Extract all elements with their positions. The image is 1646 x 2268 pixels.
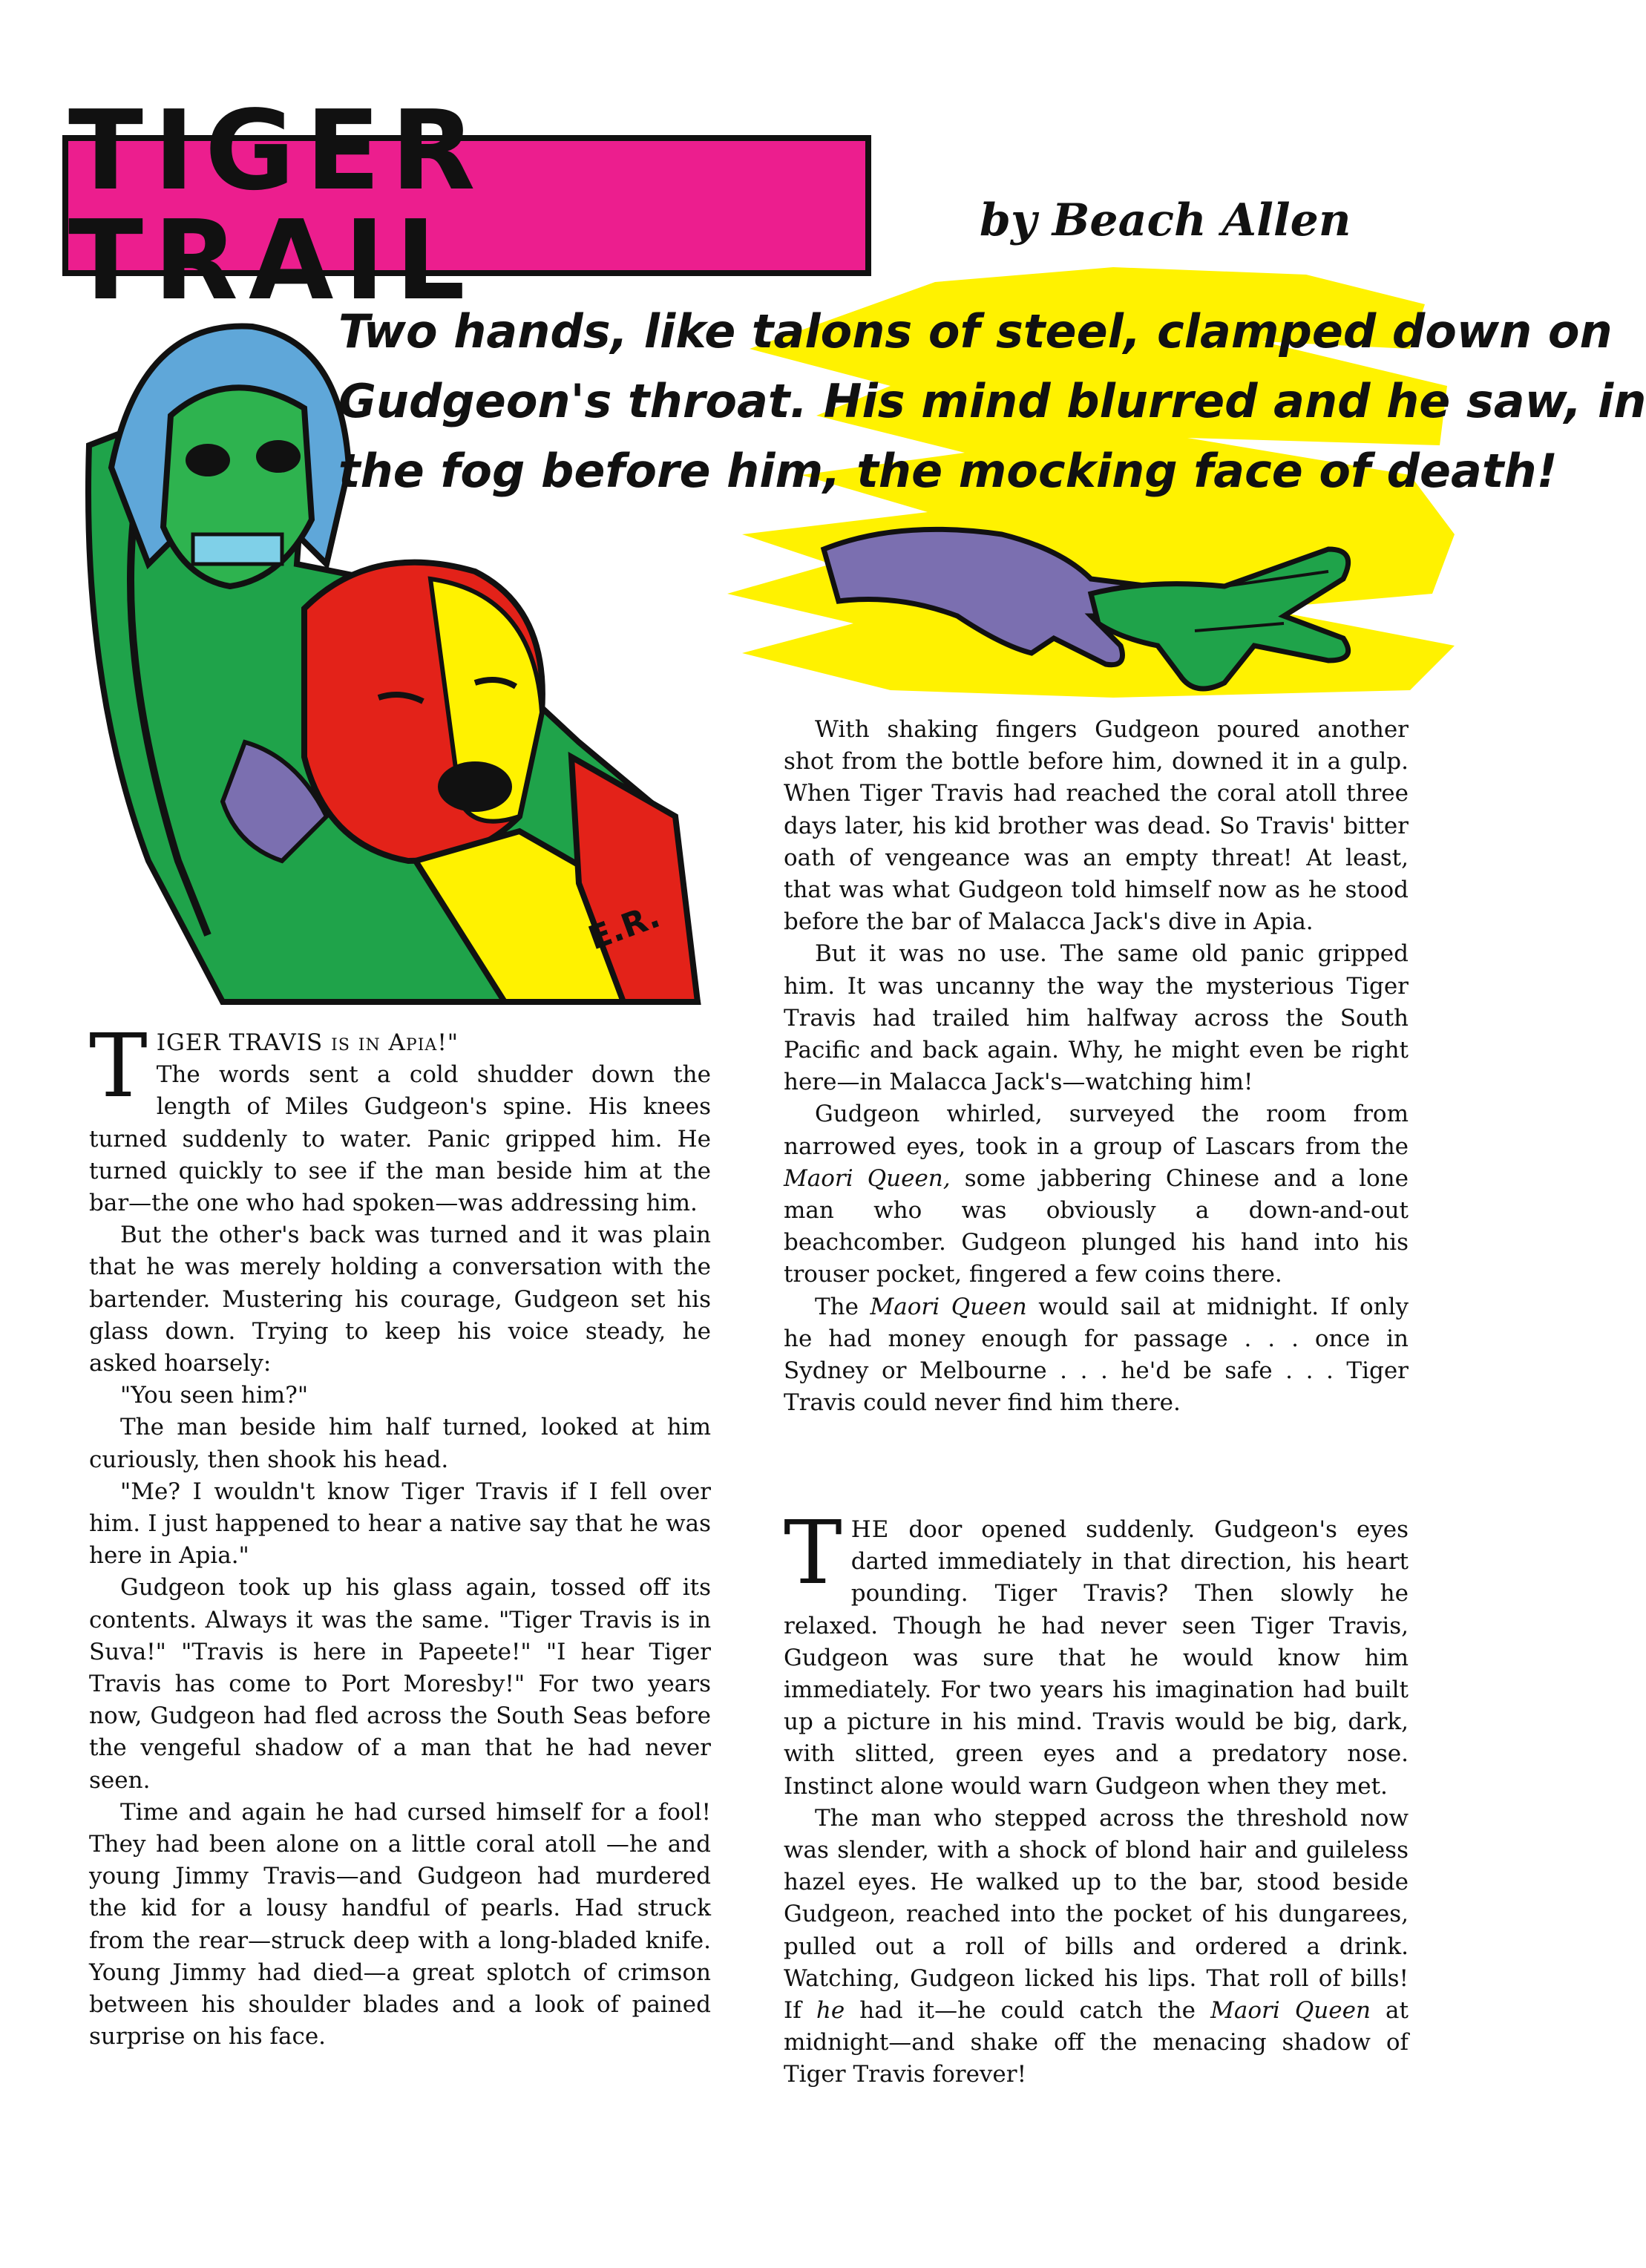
byline: by Beach Allen <box>980 194 1351 246</box>
ship-name: Maori Queen <box>1210 1997 1371 2025</box>
drop-cap: T <box>89 1015 148 1117</box>
grasping-hands-illustration <box>809 505 1373 712</box>
deck-line: Two hands, like talons of steel, clamped down on <box>338 304 1613 358</box>
paragraph: But the other's back was turned and it was plain that he was merely holding a conversation with the bartender. Mustering his courage, Gudgeon set his glass down. Trying to keep his voice steady, he asked hoarsely: <box>89 1222 711 1377</box>
ship-name: Maori Queen <box>870 1293 1027 1320</box>
paragraph: Time and again he had cursed himself for a fool! They had been alone on a little coral atoll —he and young Jimmy Travis—and Gudgeon had murdered the kid for a lousy handful of pearls. Had struck from the rear—struck deep with a long-bladed knife. Young Jimmy had died—a great splotch of crimson between his shoulder blades and a look of pained surprise on his face. <box>89 1798 711 2051</box>
paragraph: With shaking fingers Gudgeon poured another shot from the bottle before him, downed it in a gulp. When Tiger Travis had reached the coral atoll three days later, his kid brother was dead. So Travis' bitter oath of vengeance was an empty threat! At least, that was what Gudgeon told himself now as he stood before the bar of Malacca Jack's dive in Apia. <box>784 716 1409 936</box>
deck <box>338 297 1646 506</box>
paragraph: Gudgeon took up his glass again, tossed off its contents. Always it was the same. "Tiger Travis is in Suva!" "Travis is here in Papeete!" "I hear Tiger Travis has come to Port Moresby!" For two years now, Gudgeon had fled across the South Seas before the vengeful shadow of a man that he had never seen. <box>89 1574 711 1794</box>
right-column-bottom <box>784 1501 1409 2091</box>
paragraph: TIGER TRAVIS is in Apia!" The words sent a cold shudder down the length of Miles Gudgeon's spine. His knees turned suddenly to water. Panic gripped him. He turned quickly to see if the man beside him at the bar—the one who had spoken—was addressing him. <box>89 1015 711 1217</box>
paragraph: But it was no use. The same old panic gripped him. It was uncanny the way the mysterious Tiger Travis had trailed him halfway across the South Pacific and back again. Why, he might even be right here—in Malacca Jack's—watching him! <box>784 940 1409 1096</box>
paragraph: The man beside him half turned, looked at him curiously, then shook his head. <box>89 1414 711 1473</box>
deck-line: the fog before him, the mocking face of death! <box>338 444 1558 498</box>
story-title: TIGER TRAIL <box>68 87 486 324</box>
drop-cap: T <box>784 1501 842 1604</box>
right-column-top <box>784 714 1409 1419</box>
paragraph: "You seen him?" <box>120 1382 309 1409</box>
paragraph: THE door opened suddenly. Gudgeon's eyes darted immediately in that direction, his heart pounding. Tiger Travis? Then slowly he relaxed. Though he had never seen Tiger Travis, Gudgeon was sure that he would know him immediately. For two years his imagination had built up a picture in his mind. Travis would be big, dark, with slitted, green eyes and a predatory nose. Instinct alone would warn Gudgeon when they met. <box>784 1501 1409 1800</box>
ship-name: Maori Queen, <box>784 1164 951 1192</box>
paragraph: "Me? I wouldn't know Tiger Travis if I fell over him. I just happened to hear a native say that he was here in Apia." <box>89 1478 711 1570</box>
artist-signature: E.R. <box>583 897 666 958</box>
deck-line: Gudgeon's throat. His mind blurred and he saw, in <box>338 374 1646 428</box>
paragraph: The man who stepped across the threshold now was slender, with a shock of blond hair and guileless hazel eyes. He walked up to the bar, stood beside Gudgeon, reached into the pocket of his dungarees, pulled out a roll of bills and ordered a drink. Watching, Gudgeon licked his lips. That roll of bills! If he had it—he could catch the Maori Queen at midnight—and shake off the menacing shadow of Tiger Travis forever! <box>784 1804 1409 2088</box>
paragraph: The Maori Queen would sail at midnight. If only he had money enough for passage . . . once in Sydney or Melbourne . . . he'd be safe . . . Tiger Travis could never find him there. <box>784 1293 1409 1417</box>
paragraph: Gudgeon whirled, surveyed the room from narrowed eyes, took in a group of Lascars from the Maori Queen, some jabbering Chinese and a lone man who was obviously a down-and-out beachcomber. Gudgeon plunged his hand into his trouser pocket, fingered a few coins there. <box>784 1101 1409 1288</box>
left-column <box>89 1015 711 2054</box>
